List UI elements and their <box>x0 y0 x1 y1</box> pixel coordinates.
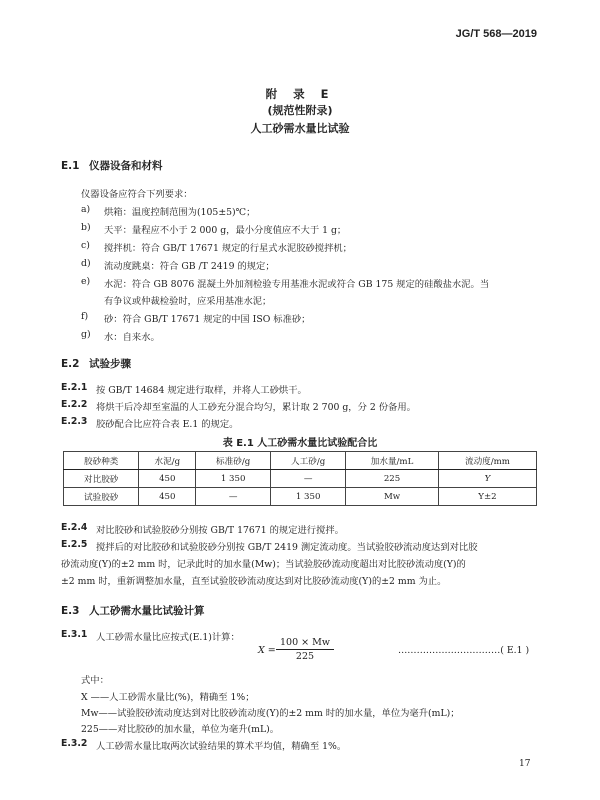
table-cell: 对比胶砂 <box>64 470 139 488</box>
list-item: 砂：符合 GB/T 17671 规定的中国 ISO 标准砂； <box>104 314 311 325</box>
table-cell: Y±2 <box>438 488 536 506</box>
where-label: 式中： <box>81 675 109 686</box>
where-item: X ——人工砂需水量比(%)，精确至 1%； <box>81 692 255 703</box>
section-number: E.2 <box>61 358 80 370</box>
table-header-cell: 胶砂种类 <box>64 452 139 470</box>
clause-text: 胶砂配合比应符合表 E.1 的规定。 <box>96 419 239 430</box>
list-item: 搅拌机：符合 GB/T 17671 规定的行星式水泥胶砂搅拌机； <box>104 243 352 254</box>
list-item: 天平：量程应不小于 2 000 g，最小分度值应不大于 1 g； <box>104 225 347 236</box>
table-cell: 试验胶砂 <box>64 488 139 506</box>
table-cell: Mw <box>346 488 439 506</box>
table-cell: 225 <box>346 470 439 488</box>
list-item: 水：自来水。 <box>104 332 160 343</box>
clause-number: E.2.1 <box>61 382 88 393</box>
clause-text: 将烘干后冷却至室温的人工砂充分混合均匀，累计取 2 700 g，分 2 份备用。 <box>96 402 416 413</box>
section-title: 试验步骤 <box>89 358 131 370</box>
list-item-label: e) <box>81 276 91 287</box>
table-row <box>64 470 537 488</box>
formula-fraction <box>276 637 334 662</box>
appendix-title: 附 录 E <box>265 87 335 101</box>
appendix-name: 人工砂需水量比试验 <box>250 122 350 135</box>
mix-proportion-table <box>63 451 537 506</box>
equation-reference: ……………………………( E.1 ) <box>398 645 530 656</box>
list-item-continuation: 有争议或仲裁检验时，应采用基准水泥； <box>104 296 272 307</box>
table-cell: 1 350 <box>196 470 271 488</box>
section-e3-heading <box>61 603 205 618</box>
where-item: Mw——试验胶砂流动度达到对比胶砂流动度(Y)的±2 mm 时的加水量，单位为毫升(mL)； <box>81 708 460 719</box>
table-cell: 1 350 <box>271 488 346 506</box>
list-item: 烘箱：温度控制范围为(105±5)℃； <box>104 207 256 218</box>
section-number: E.3 <box>61 605 80 617</box>
standard-number: JG/T 568—2019 <box>455 28 537 40</box>
table-header-row <box>64 452 537 470</box>
table-caption: 表 E.1 人工砂需水量比试验配合比 <box>222 438 378 449</box>
table-row <box>64 488 537 506</box>
clause-text: 搅拌后的对比胶砂和试验胶砂分别按 GB/T 2419 测定流动度。当试验胶砂流动度达到对比胶 <box>96 542 478 553</box>
section-title: 仪器设备和材料 <box>89 160 163 172</box>
table-header-cell: 加水量/mL <box>346 452 439 470</box>
clause-text: 人工砂需水量比应按式(E.1)计算： <box>96 632 240 643</box>
list-item: 流动度跳桌：符合 GB /T 2419 的规定； <box>104 261 275 272</box>
clause-number: E.2.3 <box>61 416 88 427</box>
table-header-cell: 流动度/mm <box>438 452 536 470</box>
formula-numerator: 100 × Mw <box>276 637 334 650</box>
list-item-label: b) <box>81 222 91 233</box>
clause-number: E.2.4 <box>61 522 88 533</box>
clause-number: E.2.5 <box>61 539 88 550</box>
formula-denominator: 225 <box>295 651 315 662</box>
table-cell: — <box>271 470 346 488</box>
section-e1-heading <box>61 158 163 173</box>
list-item: 水泥：符合 GB 8076 混凝土外加剂检验专用基准水泥或符合 GB 175 规定的硅酸盐水泥。当 <box>104 279 490 290</box>
clause-number: E.3.2 <box>61 738 88 749</box>
clause-text: 人工砂需水量比取两次试验结果的算术平均值，精确至 1%。 <box>96 741 347 752</box>
table-cell: Y <box>438 470 536 488</box>
clause-text-continuation: ±2 mm 时，重新调整加水量，直至试验胶砂流动度达到对比胶砂流动度(Y)的±2 mm 为止。 <box>61 576 447 587</box>
table-header-cell: 水泥/g <box>139 452 196 470</box>
section-title: 人工砂需水量比试验计算 <box>89 605 205 617</box>
table-cell: 450 <box>139 488 196 506</box>
list-item-label: a) <box>81 204 91 215</box>
clause-text: 按 GB/T 14684 规定进行取样，并将人工砂烘干。 <box>96 385 307 396</box>
clause-number: E.3.1 <box>61 629 88 640</box>
section-e2-heading <box>61 356 131 371</box>
table-header-cell: 人工砂/g <box>271 452 346 470</box>
list-item-label: g) <box>81 329 91 340</box>
section-number: E.1 <box>61 160 80 172</box>
e1-intro: 仪器设备应符合下列要求： <box>81 189 193 200</box>
where-item: 225——对比胶砂的加水量，单位为毫升(mL)。 <box>81 724 280 735</box>
table-cell: — <box>196 488 271 506</box>
page-number: 17 <box>519 759 531 769</box>
clause-number: E.2.2 <box>61 399 88 410</box>
table-header-cell: 标准砂/g <box>196 452 271 470</box>
table-cell: 450 <box>139 470 196 488</box>
list-item-label: f) <box>81 311 89 322</box>
clause-text-continuation: 砂流动度(Y)的±2 mm 时，记录此时的加水量(Mw)；当试验胶砂流动度超出对比胶砂流动度(Y)的 <box>61 559 466 570</box>
clause-text: 对比胶砂和试验胶砂分别按 GB/T 17671 的规定进行搅拌。 <box>96 525 344 536</box>
list-item-label: c) <box>81 240 90 251</box>
appendix-subtitle: (规范性附录) <box>267 104 333 117</box>
list-item-label: d) <box>81 258 91 269</box>
formula-lhs: X = <box>258 645 276 656</box>
